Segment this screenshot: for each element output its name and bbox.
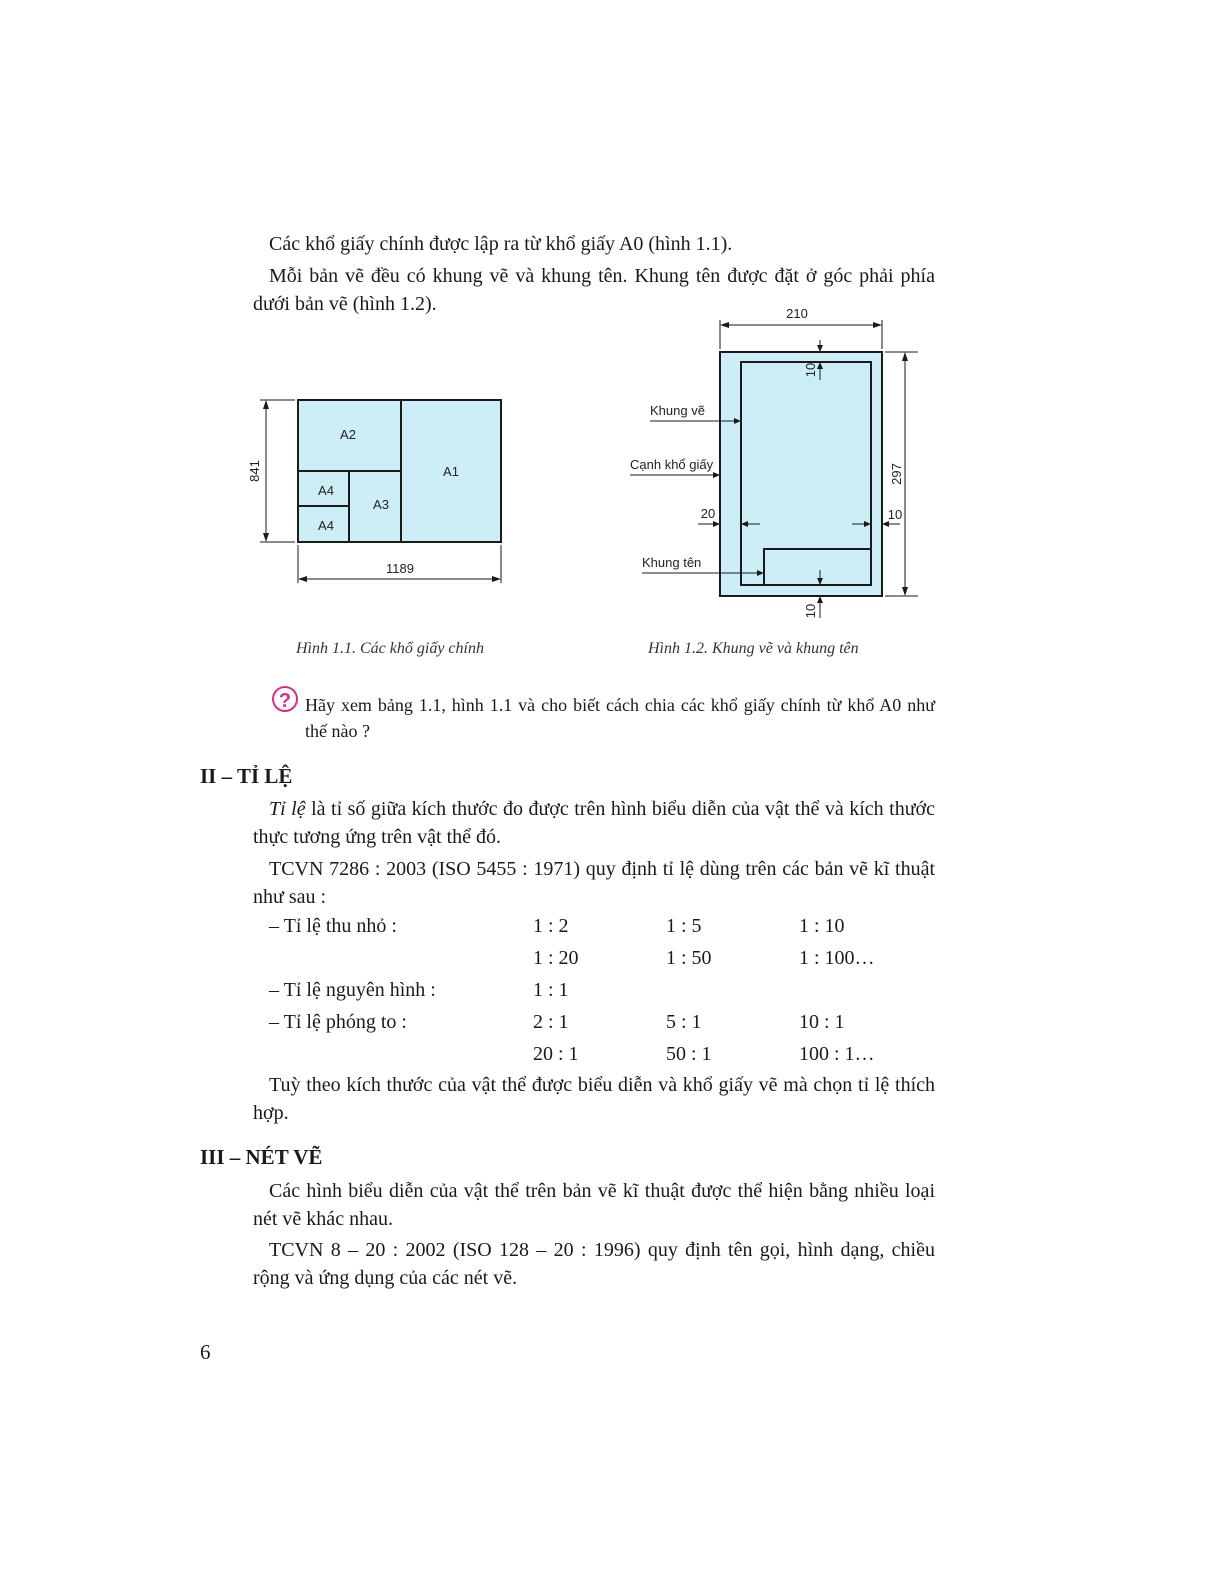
page-number: 6	[200, 1340, 211, 1364]
section-3-paragraph-1: Các hình biểu diễn của vật thể trên bản vẽ kĩ thuật được thể hiện bằng nhiều loại nét vẽ khác nhau.	[253, 1180, 935, 1230]
figure1-caption: Hình 1.1. Các khổ giấy chính	[296, 640, 484, 657]
intro-paragraph-2: Mỗi bản vẽ đều có khung vẽ và khung tên. Khung tên được đặt ở góc phải phía dưới bản vẽ (hình 1.2).	[253, 265, 935, 315]
scale-value: 1 : 50	[666, 947, 712, 969]
callout-khung-ten: Khung tên	[642, 555, 702, 570]
scale-value: 1 : 2	[533, 915, 569, 937]
dim-297: 297	[889, 463, 904, 485]
dim-top-10: 10	[803, 362, 818, 378]
dim-width-1189: 1189	[386, 561, 414, 576]
question-text: Hãy xem bảng 1.1, hình 1.1 và cho biết cách chia các khổ giấy chính từ khổ A0 như thế nào ?	[305, 695, 935, 741]
scale-value: 2 : 1	[533, 1011, 569, 1033]
scale-value: 1 : 1	[533, 979, 569, 1001]
scale-value: 1 : 20	[533, 947, 579, 969]
scale-value: 10 : 1	[799, 1011, 845, 1033]
intro-paragraph-1: Các khổ giấy chính được lập ra từ khổ giấy A0 (hình 1.1).	[269, 233, 733, 255]
callout-khung-ve: Khung vẽ	[650, 403, 705, 418]
section-2-definition: Tỉ lệ là tỉ số giữa kích thước đo được trên hình biểu diễn của vật thể và kích thước thực tương ứng trên vật thể đó.	[253, 798, 935, 848]
scale-value: 5 : 1	[666, 1011, 702, 1033]
paper-edge	[720, 352, 882, 596]
label-a4-bottom: A4	[318, 518, 334, 533]
section-2-heading: II – TỈ LỆ	[200, 764, 293, 788]
label-a3: A3	[373, 497, 389, 512]
dim-right-10: 10	[887, 507, 903, 522]
callout-canh-kho-giay: Cạnh khổ giấy	[630, 457, 714, 472]
dim-height-841: 841	[247, 460, 262, 482]
scale-label: – Tỉ lệ nguyên hình :	[269, 979, 436, 1001]
label-a2: A2	[340, 427, 356, 442]
scale-label: – Tỉ lệ thu nhỏ :	[269, 915, 397, 937]
dim-left-20: 20	[700, 506, 716, 521]
question-icon: ?	[272, 686, 298, 712]
scale-value: 1 : 10	[799, 915, 845, 937]
section-3-heading: III – NÉT VẼ	[200, 1145, 323, 1169]
dim-bottom-10: 10	[803, 603, 818, 619]
scale-value: 1 : 100…	[799, 947, 875, 969]
definition-term: Tỉ lệ	[269, 798, 306, 820]
scale-value: 100 : 1…	[799, 1043, 875, 1065]
figure2-caption: Hình 1.2. Khung vẽ và khung tên	[648, 640, 859, 657]
section-2-standard: TCVN 7286 : 2003 (ISO 5455 : 1971) quy định tỉ lệ dùng trên các bản vẽ kĩ thuật như sau :	[253, 858, 935, 908]
scale-value: 50 : 1	[666, 1043, 712, 1065]
scale-value: 1 : 5	[666, 915, 702, 937]
scale-label: – Tỉ lệ phóng to :	[269, 1011, 407, 1033]
label-a1: A1	[443, 464, 459, 479]
figure-paper-sizes	[240, 385, 530, 585]
label-a4-top: A4	[318, 483, 334, 498]
section-3-paragraph-2: TCVN 8 – 20 : 2002 (ISO 128 – 20 : 1996) quy định tên gọi, hình dạng, chiều rộng và ứng dụng của các nét vẽ.	[253, 1239, 935, 1289]
section-2-closing: Tuỳ theo kích thước của vật thể được biểu diễn và khổ giấy vẽ mà chọn tỉ lệ thích hợp.	[253, 1074, 935, 1124]
scale-value: 20 : 1	[533, 1043, 579, 1065]
dim-210: 210	[786, 306, 808, 321]
figure-drawing-frame	[620, 300, 930, 625]
